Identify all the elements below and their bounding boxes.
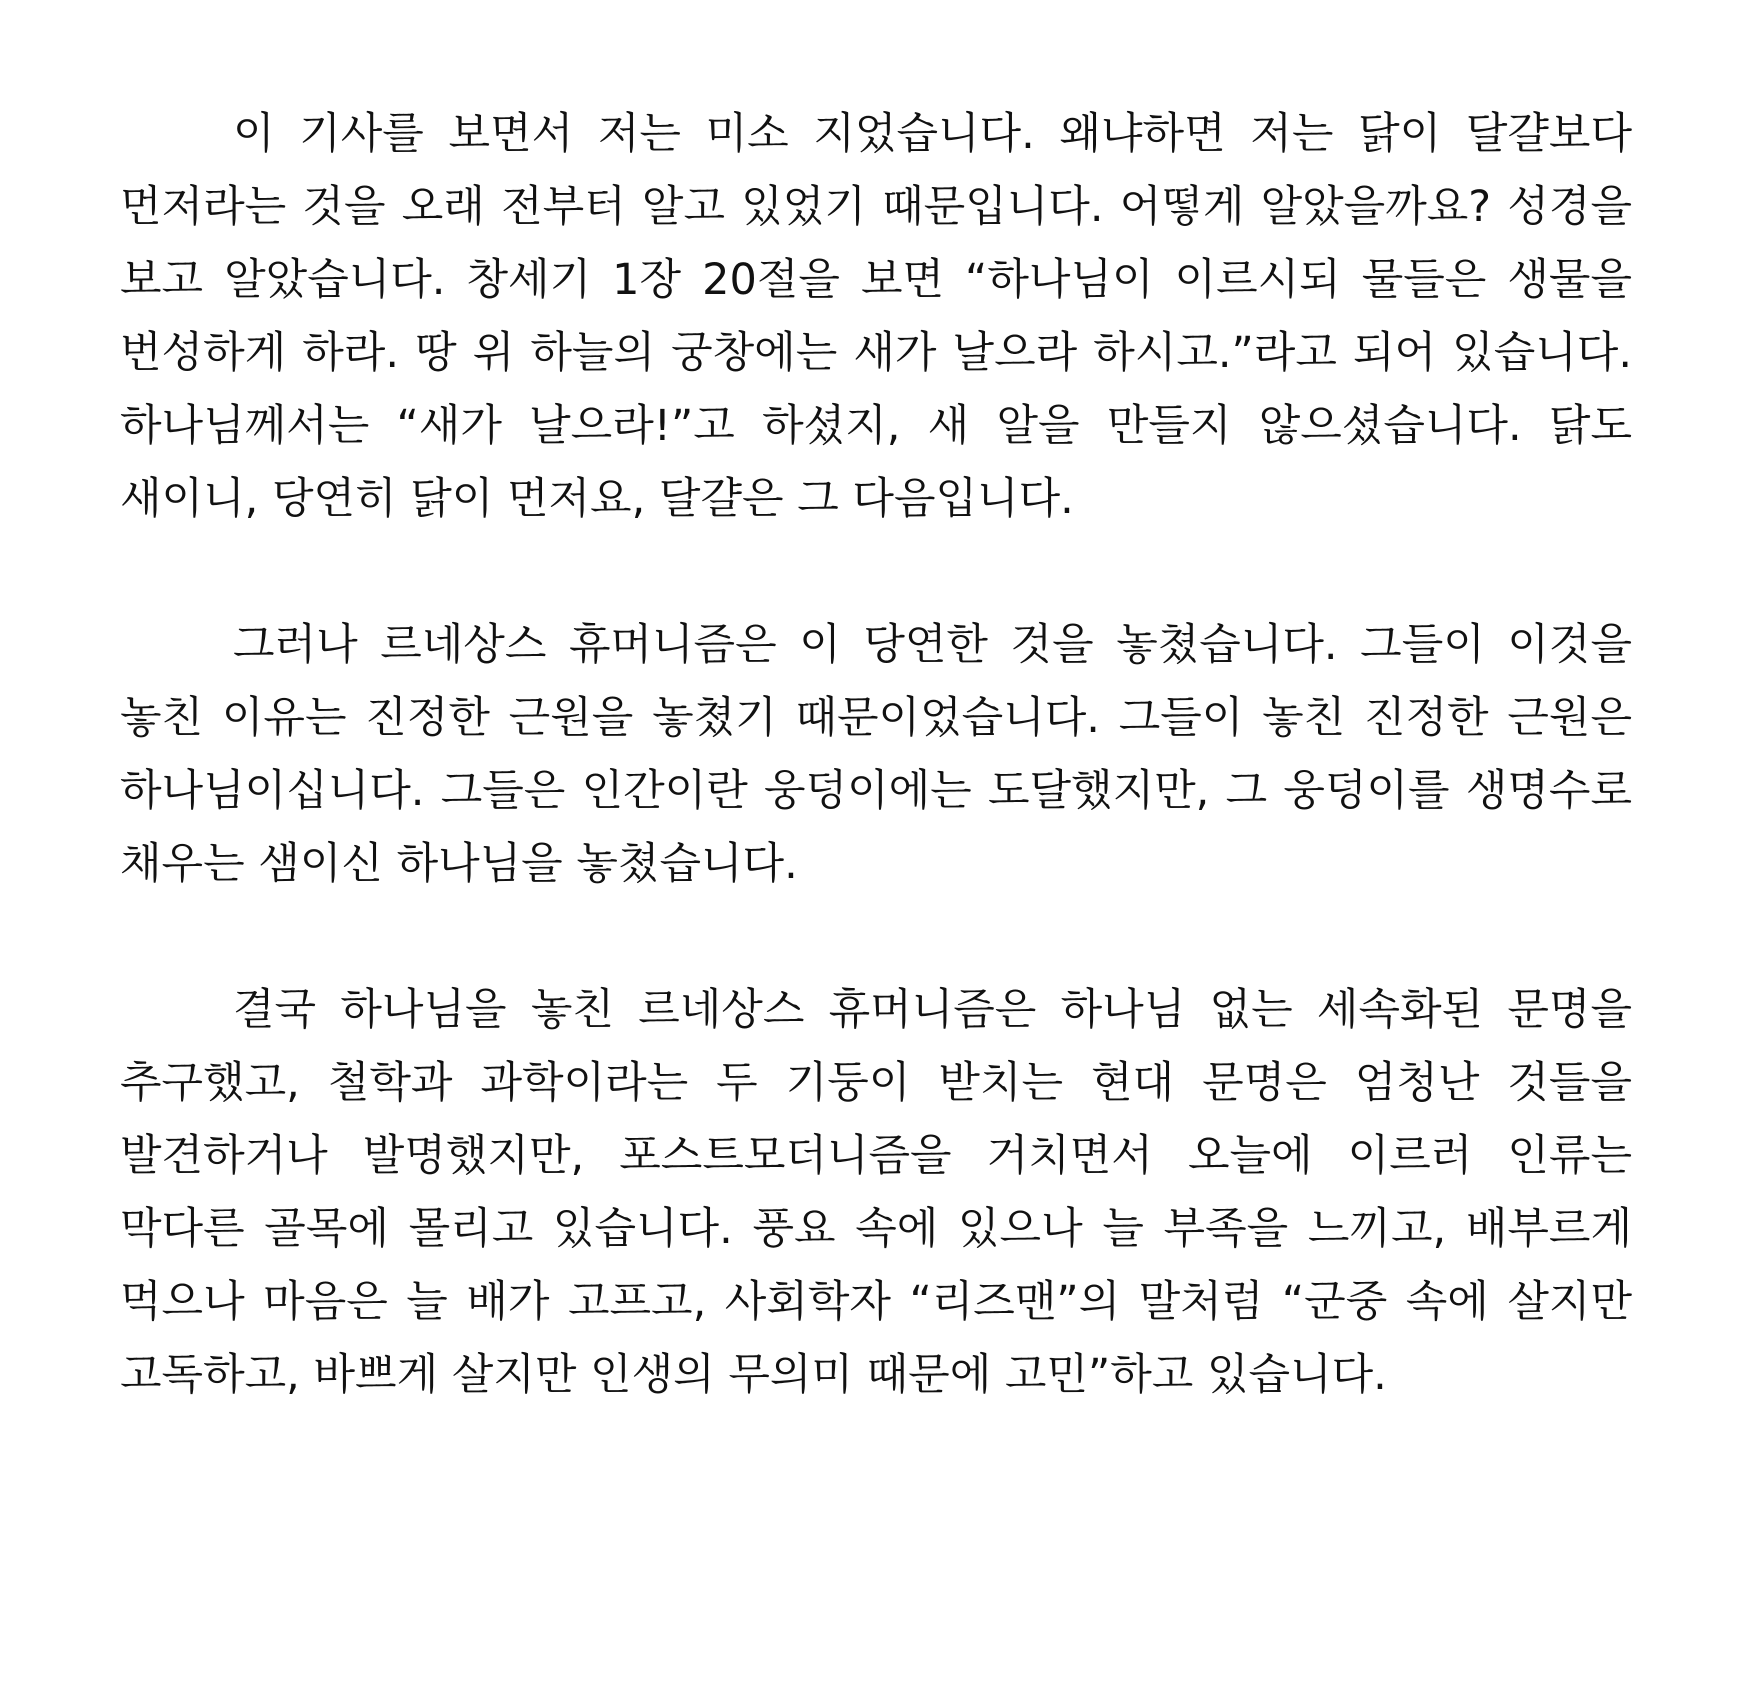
paragraph-3: 결국 하나님을 놓친 르네상스 휴머니즘은 하나님 없는 세속화된 문명을 추구했고, 철학과 과학이라는 두 기둥이 받치는 현대 문명은 엄청난 것들을 발견하거나 발명했지만, 포스트모더니즘을 거치면서 오늘에 이르러 인류는 막다른 골목에 몰리고 있습니다. 풍요 속에 있으나 늘 부족을 느끼고, 배부르게 먹으나 마음은 늘 배가 고프고, 사회학자 “리즈맨”의 말처럼 “군중 속에 살지만 고독하고, 바쁘게 살지만 인생의 무의미 때문에 고민”하고 있습니다.	[120, 985, 1632, 1400]
document-body	[120, 98, 1632, 1412]
paragraph-1: 이 기사를 보면서 저는 미소 지었습니다. 왜냐하면 저는 닭이 달걀보다 먼저라는 것을 오래 전부터 알고 있었기 때문입니다. 어떻게 알았을까요? 성경을 보고 알았습니다. 창세기 1장 20절을 보면 “하나님이 이르시되 물들은 생물을 번성하게 하라. 땅 위 하늘의 궁창에는 새가 날으라 하시고.”라고 되어 있습니다. 하나님께서는 “새가 날으라!”고 하셨지, 새 알을 만들지 않으셨습니다. 닭도 새이니, 당연히 닭이 먼저요, 달걀은 그 다음입니다.	[120, 109, 1632, 524]
paragraph-2: 그러나 르네상스 휴머니즘은 이 당연한 것을 놓쳤습니다. 그들이 이것을 놓친 이유는 진정한 근원을 놓쳤기 때문이었습니다. 그들이 놓친 진정한 근원은 하나님이십니다. 그들은 인간이란 웅덩이에는 도달했지만, 그 웅덩이를 생명수로 채우는 샘이신 하나님을 놓쳤습니다.	[120, 620, 1632, 889]
